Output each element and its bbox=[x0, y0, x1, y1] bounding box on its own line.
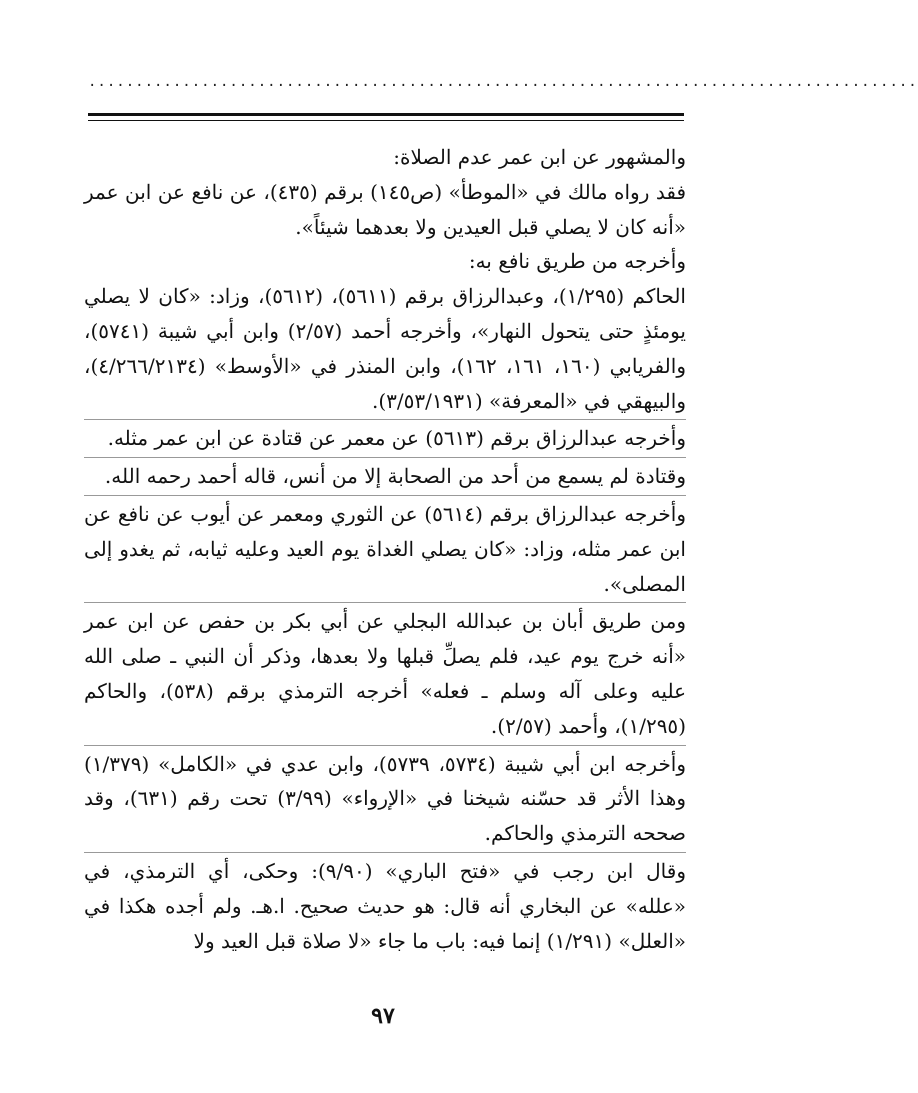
page-body bbox=[84, 140, 686, 958]
page-number: ٩٧ bbox=[371, 1003, 395, 1029]
header-rule-thin bbox=[88, 120, 684, 121]
paragraph-separator bbox=[84, 602, 686, 603]
paragraph-1: والمشهور عن ابن عمر عدم الصلاة: bbox=[393, 145, 686, 169]
header-rule-thick bbox=[88, 113, 684, 116]
paragraph-7: وأخرجه عبدالرزاق برقم (٥٦١٤) عن الثوري ومعمر عن أيوب عن نافع عن ابن عمر مثله، وزاد: «كان يصلي الغداة يوم العيد وعليه ثيابه، ثم يغدو إلى المصلى». bbox=[84, 501, 687, 596]
paragraph-4: الحاكم (١/٢٩٥)، وعبدالرزاق برقم (٥٦١١)، (٥٦١٢)، وزاد: «كان لا يصلي يومئذٍ حتى يتحول النهار»، وأخرجه أحمد (٢/٥٧) وابن أبي شيبة (٥٧٤١)، والفريابي (١٦٠، ١٦١، ١٦٢)، وابن المنذر في «الأوسط» (٤/٢٦٦/٢١٣٤)، والبيهقي في «المعرفة» (٣/٥٣/١٩٣١). bbox=[84, 284, 686, 413]
paragraph-separator bbox=[84, 745, 686, 746]
paragraph-separator bbox=[84, 852, 686, 853]
paragraph-3: وأخرجه من طريق نافع به: bbox=[468, 249, 686, 274]
paragraph-separator bbox=[84, 457, 686, 458]
header-dotted-line: ........................................................................................ bbox=[88, 74, 918, 90]
paragraph-9: وأخرجه ابن أبي شيبة (٥٧٣٤، ٥٧٣٩)، وابن عدي في «الكامل» (١/٣٧٩) وهذا الأثر قد حسّنه شيخنا في «الإرواء» (٣/٩٩) تحت رقم (٦٣١)، وقد صححه الترمذي والحاكم. bbox=[84, 751, 687, 846]
paragraph-2: فقد رواه مالك في «الموطأ» (ص١٤٥) برقم (٤٣٥)، عن نافع عن ابن عمر «أنه كان لا يصلي قبل العيدين ولا بعدهما شيئاً». bbox=[84, 179, 686, 239]
paragraph-separator bbox=[84, 495, 686, 496]
paragraph-separator bbox=[84, 419, 686, 420]
paragraph-10: وقال ابن رجب في «فتح الباري» (٩/٩٠): وحكى، أي الترمذي، في «علله» عن البخاري أنه قال: هو حديث صحيح. ا.هـ. ولم أجده هكذا في «العلل» (١/٢٩١) إنما فيه: باب ما جاء «لا صلاة قبل العيد ولا bbox=[84, 858, 686, 953]
paragraph-5: وأخرجه عبدالرزاق برقم (٥٦١٣) عن معمر عن قتادة عن ابن عمر مثله. bbox=[107, 426, 686, 451]
paragraph-6: وقتادة لم يسمع من أحد من الصحابة إلا من أنس، قاله أحمد رحمه الله. bbox=[104, 464, 686, 489]
paragraph-8: ومن طريق أبان بن عبدالله البجلي عن أبي بكر بن حفص عن ابن عمر «أنه خرج يوم عيد، فلم يصلِّ قبلها ولا بعدها، وذكر أن النبي ـ صلى الله عليه وعلى آله وسلم ـ فعله» أخرجه الترمذي برقم (٥٣٨)، والحاكم (١/٢٩٥)، وأحمد (٢/٥٧). bbox=[84, 609, 686, 738]
